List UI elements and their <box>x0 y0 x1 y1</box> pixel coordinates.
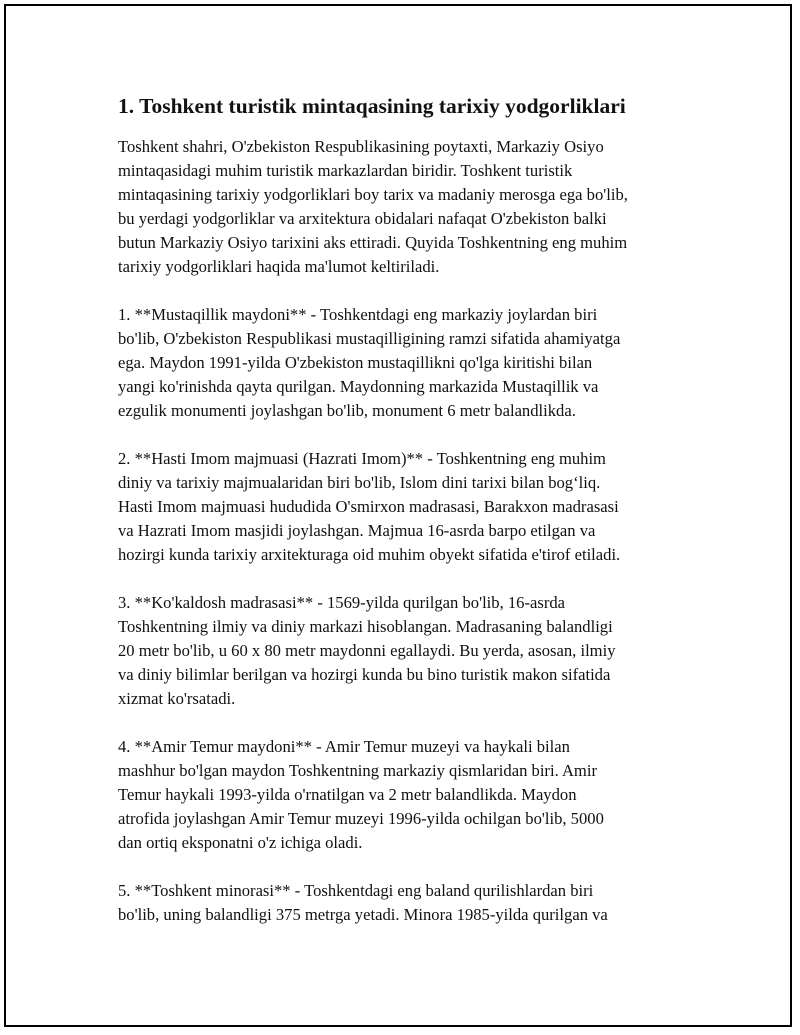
text-line: ezgulik monumenti joylashgan bo'lib, monument 6 metr balandlikda. <box>118 401 576 420</box>
text-line: mintaqasining tarixiy yodgorliklari boy tarix va madaniy merosga ega bo'lib, <box>118 185 628 204</box>
text-line: Temur haykali 1993-yilda o'rnatilgan va 2 metr balandlikda. Maydon <box>118 785 577 804</box>
text-line: va diniy bilimlar berilgan va hozirgi kunda bu bino turistik makon sifatida <box>118 665 611 684</box>
text-line: 20 metr bo'lib, u 60 x 80 metr maydonni egallaydi. Bu yerda, asosan, ilmiy <box>118 641 616 660</box>
text-line: yangi ko'rinishda qayta qurilgan. Maydonning markazida Mustaqillik va <box>118 377 599 396</box>
text-line: butun Markaziy Osiyo tarixini aks ettiradi. Quyida Toshkentning eng muhim <box>118 233 628 252</box>
text-line: tarixiy yodgorliklari haqida ma'lumot keltiriladi. <box>118 257 440 276</box>
text-line: diniy va tarixiy majmualaridan biri bo'lib, Islom dini tarixi bilan bog‘liq. <box>118 473 601 492</box>
list-item-mustaqillik-maydoni <box>118 303 698 423</box>
text-line: xizmat ko'rsatadi. <box>118 689 236 708</box>
text-line: va Hazrati Imom masjidi joylashgan. Majmua 16-asrda barpo etilgan va <box>118 521 596 540</box>
text-line: mintaqasidagi muhim turistik markazlardan biridir. Toshkent turistik <box>118 161 573 180</box>
text-line: Toshkent shahri, O'zbekiston Respublikasining poytaxti, Markaziy Osiyo <box>118 137 604 156</box>
text-line: ega. Maydon 1991-yilda O'zbekiston mustaqillikni qo'lga kiritishi bilan <box>118 353 593 372</box>
text-line: 1. **Mustaqillik maydoni** - Toshkentdagi eng markaziy joylardan biri <box>118 305 598 324</box>
text-line: bo'lib, uning balandligi 375 metrga yetadi. Minora 1985-yilda qurilgan va <box>118 905 608 924</box>
document-title: 1. Toshkent turistik mintaqasining tarixiy yodgorliklari <box>118 94 626 118</box>
text-line: mashhur bo'lgan maydon Toshkentning markaziy qismlaridan biri. Amir <box>118 761 597 780</box>
text-line: hozirgi kunda tarixiy arxitekturaga oid muhim obyekt sifatida e'tirof etiladi. <box>118 545 621 564</box>
list-item-kokaldosh-madrasasi <box>118 591 698 711</box>
intro-paragraph <box>118 135 698 279</box>
text-line: bo'lib, O'zbekiston Respublikasi mustaqilligining ramzi sifatida ahamiyatga <box>118 329 621 348</box>
document-body <box>118 91 698 951</box>
text-line: dan ortiq eksponatni o'z ichiga oladi. <box>118 833 363 852</box>
text-line: 5. **Toshkent minorasi** - Toshkentdagi eng baland qurilishlardan biri <box>118 881 594 900</box>
text-line: atrofida joylashgan Amir Temur muzeyi 1996-yilda ochilgan bo'lib, 5000 <box>118 809 604 828</box>
text-line: Toshkentning ilmiy va diniy markazi hisoblangan. Madrasaning balandligi <box>118 617 613 636</box>
text-line: 3. **Ko'kaldosh madrasasi** - 1569-yilda qurilgan bo'lib, 16-asrda <box>118 593 566 612</box>
list-item-hasti-imom <box>118 447 698 567</box>
text-line: Hasti Imom majmuasi hududida O'smirxon madrasasi, Barakxon madrasasi <box>118 497 619 516</box>
list-item-amir-temur-maydoni <box>118 735 698 855</box>
text-line: 2. **Hasti Imom majmuasi (Hazrati Imom)** - Toshkentning eng muhim <box>118 449 606 468</box>
text-line: 4. **Amir Temur maydoni** - Amir Temur muzeyi va haykali bilan <box>118 737 570 756</box>
text-line: bu yerdagi yodgorliklar va arxitektura obidalari nafaqat O'zbekiston balki <box>118 209 607 228</box>
list-item-toshkent-minorasi <box>118 879 698 927</box>
